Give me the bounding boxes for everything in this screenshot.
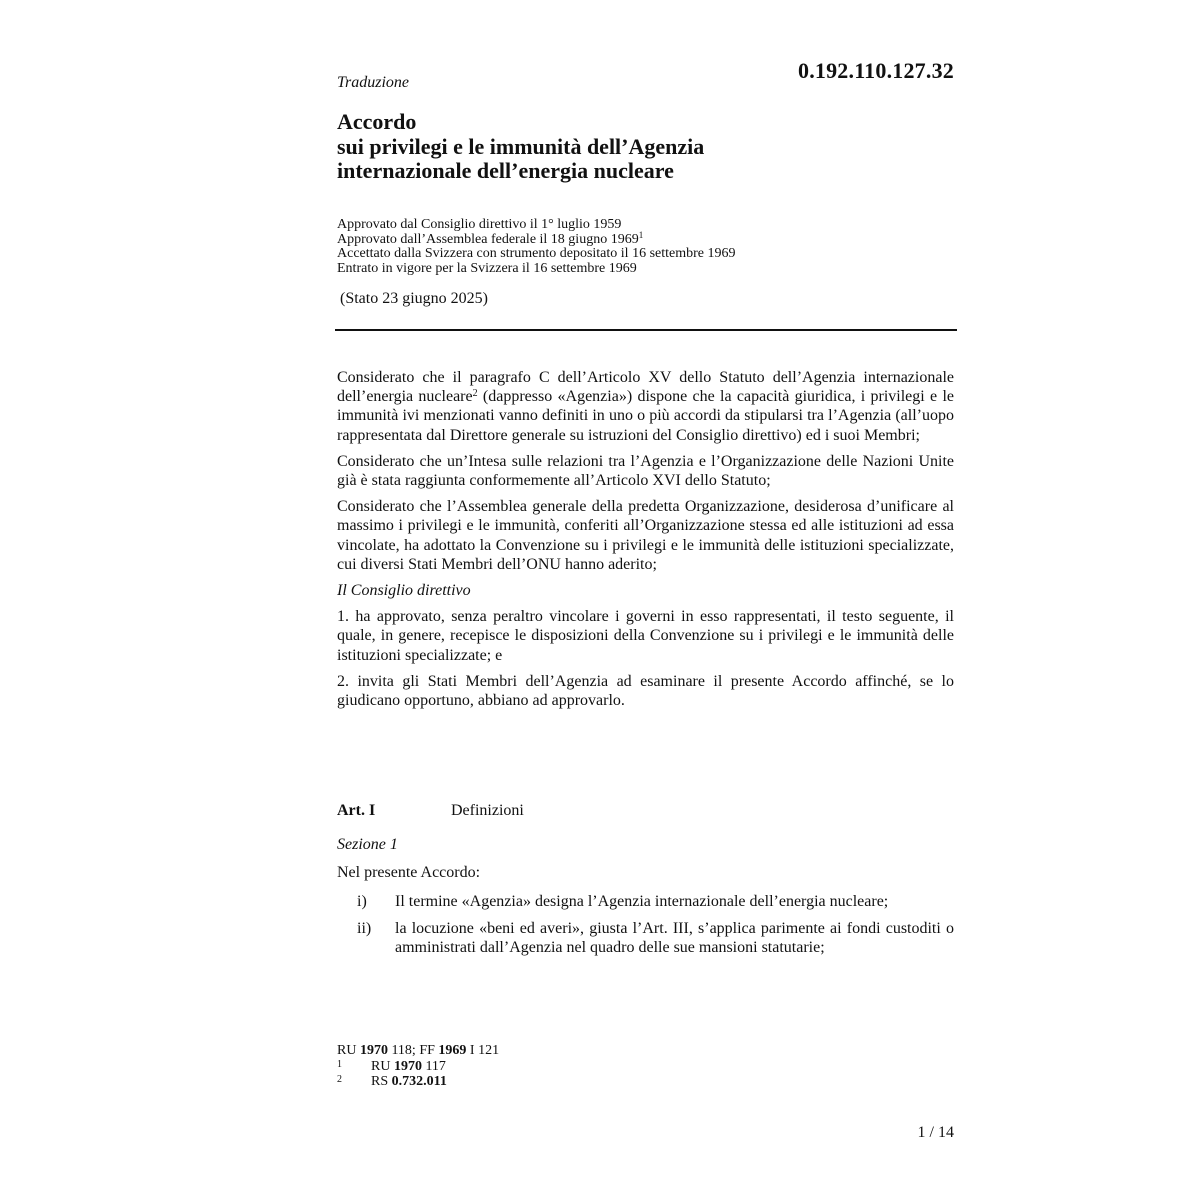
preamble-paragraph-2: Considerato che un’Intesa sulle relazioni tra l’Agenzia e l’Organizzazione delle Nazioni Unite già è stata raggiunta conformemente all’Articolo XVI dello Statuto;: [337, 452, 954, 490]
footnote-text[interactable]: [371, 1059, 446, 1075]
article-title: Definizioni: [451, 802, 524, 819]
definitions-list: [337, 892, 954, 966]
footnotes: [337, 1043, 954, 1090]
preamble: [337, 368, 954, 717]
source-part: 118; FF: [387, 1043, 439, 1058]
source-part: RU: [337, 1043, 360, 1058]
footnote-ref-1[interactable]: 1: [638, 229, 644, 240]
definition-text: la locuzione «beni ed averi», giusta l’Art. III, s’applica parimente ai fondi custoditi o amministrati dall’Agenzia nel quadro delle sue mansioni statutarie;: [395, 920, 954, 957]
document-title: [337, 110, 957, 184]
footnote-part: RU: [371, 1058, 394, 1074]
footnote-ref-2[interactable]: 2: [472, 388, 478, 400]
footnote-number: 1: [337, 1058, 342, 1070]
footnote-2: [337, 1074, 954, 1090]
section-intro: Nel presente Accordo:: [337, 864, 481, 881]
title-line-1: Accordo: [337, 109, 417, 134]
meta-approved-assembly-text: Approvato dall’Assemblea federale il 18 giugno 1969: [337, 231, 639, 247]
preamble-paragraph-3: Considerato che l’Assemblea generale della predetta Organizzazione, desiderosa d’unificare al massimo i privilegi e le immunità, conferiti all’Organizzazione stessa ed alle istituzioni ad essa vincolate, ha adottato la Convenzione su i privilegi e le immunità delle istituzioni specializzate, cui diversi Stati Membri dell’ONU hanno aderito;: [337, 498, 954, 573]
council-point-1: 1. ha approvato, senza peraltro vincolare i governi in esso rappresentati, il testo seguente, il quale, in genere, recepisce le disposizioni della Convenzione su i privilegi e le immunità delle istituzioni specializzate; e: [337, 608, 954, 664]
council-point-2: 2. invita gli Stati Membri dell’Agenzia ad esaminare il presente Accordo affinché, se lo giudicano opportuno, abbiano ad approvarlo.: [337, 672, 954, 710]
footnote-part: RS: [371, 1074, 392, 1089]
preamble-paragraph-1: [337, 368, 954, 445]
page-number: 1 / 14: [917, 1124, 954, 1141]
footnote-part: 117: [421, 1058, 446, 1074]
article-heading: [337, 802, 524, 820]
definition-label: ii): [357, 920, 372, 938]
footnote-part: 1970: [393, 1058, 422, 1074]
source-part: 1970: [359, 1043, 388, 1058]
council-heading: Il Consiglio direttivo: [337, 582, 471, 600]
preamble-p1-part-b: (dappresso «Agenzia») dispone che la capacità giuridica, i privilegi e le immunità ivi menzionati vanno definiti in uno o più accordi da stipularsi tra l’Agenzia (all’uopo rappresentata dal Direttore generale su istruzioni del Consiglio direttivo) ed i suoi Membri;: [337, 388, 954, 444]
source-part: 1969: [438, 1043, 467, 1058]
approval-metadata: [337, 218, 957, 276]
footnote-text[interactable]: [371, 1074, 447, 1090]
title-line-3: internazionale dell’energia nucleare: [337, 158, 674, 183]
footnote-number: 2: [337, 1074, 342, 1085]
title-line-2: sui privilegi e le immunità dell’Agenzia: [337, 133, 705, 159]
source-reference: [337, 1043, 954, 1059]
meta-accepted: Accettato dalla Svizzera con strumento depositato il 16 settembre 1969: [337, 246, 736, 261]
section-heading: Sezione 1: [337, 836, 398, 853]
source-part: I 121: [466, 1043, 500, 1058]
definition-item: [337, 892, 954, 911]
header-divider: [335, 329, 957, 331]
meta-approved-assembly: [337, 229, 957, 248]
definition-label: i): [357, 893, 367, 910]
meta-approved-council: Approvato dal Consiglio direttivo il 1° luglio 1959: [337, 217, 622, 232]
definition-item: [337, 919, 954, 957]
preamble-p1-part-a: Considerato che il paragrafo C dell’Articolo XV dello Statuto dell’Agenzia internazionale dell’energia nucleare: [337, 369, 954, 406]
footnote-1: [337, 1059, 954, 1075]
sr-number: 0.192.110.127.32: [798, 58, 954, 83]
article-number: Art. I: [337, 802, 376, 819]
footnote-part: 0.732.011: [391, 1074, 447, 1089]
definition-text: Il termine «Agenzia» designa l’Agenzia internazionale dell’energia nucleare;: [395, 893, 889, 910]
meta-in-force: Entrato in vigore per la Svizzera il 16 settembre 1969: [337, 260, 637, 276]
translation-label: Traduzione: [337, 74, 410, 91]
status-date: (Stato 23 giugno 2025): [340, 290, 488, 307]
